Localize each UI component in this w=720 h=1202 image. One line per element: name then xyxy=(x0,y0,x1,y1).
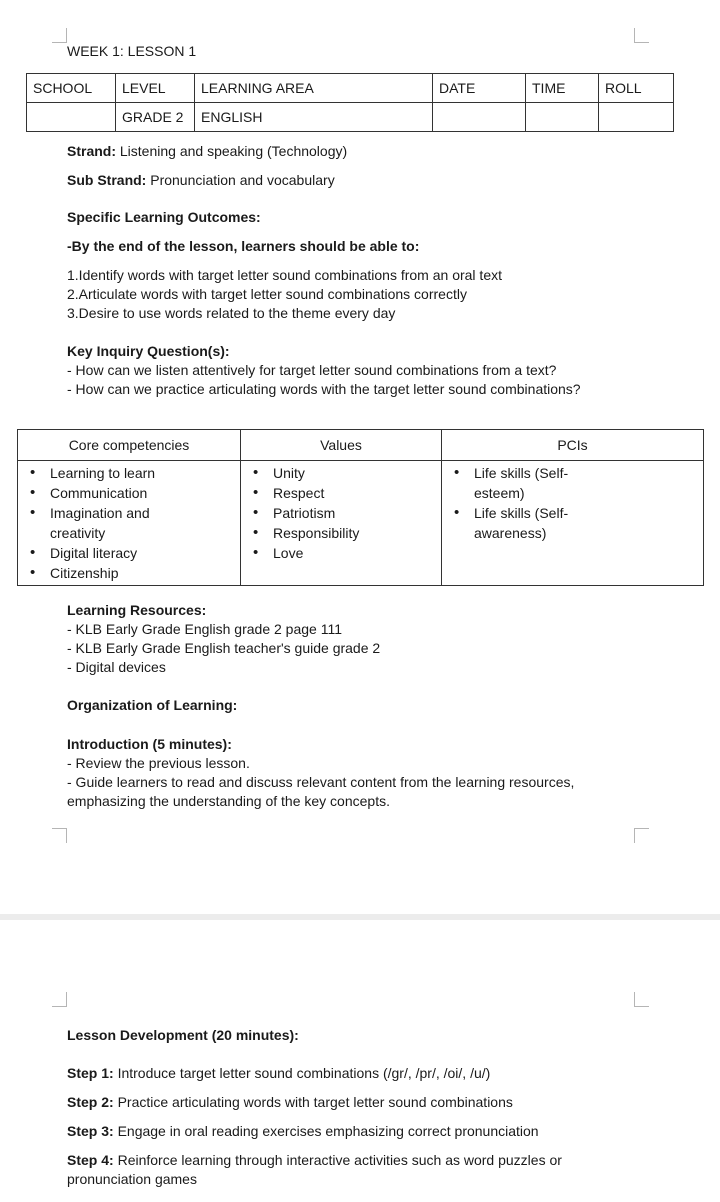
pcis-list xyxy=(448,463,697,543)
list-item: • Life skills (Self-esteem) xyxy=(474,463,584,503)
resources-heading: Learning Resources: xyxy=(67,602,207,618)
list-item: • Unity xyxy=(273,463,435,483)
list-item: • Responsibility xyxy=(273,523,435,543)
list-item: • Patriotism xyxy=(273,503,435,523)
list-item: • Citizenship xyxy=(50,563,234,583)
step-line xyxy=(67,1122,539,1141)
list-item: • Imagination and creativity xyxy=(50,503,170,543)
outcome-item: 3.Desire to use words related to the theme every day xyxy=(67,305,396,321)
value-learning-area: ENGLISH xyxy=(195,103,433,132)
competency-body-row xyxy=(18,461,704,586)
outcome-item: 1.Identify words with target letter sound combinations from an oral text xyxy=(67,267,502,283)
sub-strand-value: Pronunciation and vocabulary xyxy=(146,172,335,188)
sub-strand-line xyxy=(67,171,335,190)
step-line xyxy=(67,1064,490,1083)
inquiry-item: - How can we practice articulating words with the target letter sound combinations? xyxy=(67,381,581,397)
margin-corner-top-left xyxy=(52,992,67,1007)
header-pcis: PCIs xyxy=(442,430,704,461)
header-date: DATE xyxy=(433,74,526,103)
step-text: Practice articulating words with target letter sound combinations xyxy=(113,1094,513,1110)
value-school xyxy=(27,103,116,132)
step-text: Reinforce learning through interactive activities such as word puzzles or xyxy=(113,1152,562,1168)
header-roll: ROLL xyxy=(599,74,674,103)
lesson-info-table xyxy=(26,73,674,132)
step-line xyxy=(67,1151,562,1170)
step-label: Step 2: xyxy=(67,1094,114,1110)
introduction-item: - Guide learners to read and discuss relevant content from the learning resources, xyxy=(67,774,575,790)
step-label: Step 3: xyxy=(67,1123,114,1139)
strand-line xyxy=(67,142,347,161)
introduction-item: - Review the previous lesson. xyxy=(67,755,250,771)
list-item: • Respect xyxy=(273,483,435,503)
header-learning-area: LEARNING AREA xyxy=(195,74,433,103)
header-time: TIME xyxy=(526,74,599,103)
resource-item: - Digital devices xyxy=(67,659,166,675)
resource-item: - KLB Early Grade English grade 2 page 111 xyxy=(67,621,342,637)
outcome-item: 2.Articulate words with target letter sound combinations correctly xyxy=(67,286,467,302)
value-level: GRADE 2 xyxy=(116,103,195,132)
competency-header-row xyxy=(18,430,704,461)
value-date xyxy=(433,103,526,132)
header-values: Values xyxy=(241,430,442,461)
list-item: • Life skills (Self-awareness) xyxy=(474,503,584,543)
step-text: Introduce target letter sound combinations (/gr/, /pr/, /oi/, /u/) xyxy=(113,1065,491,1081)
step-line xyxy=(67,1170,197,1189)
inquiry-item: - How can we listen attentively for target letter sound combinations from a text? xyxy=(67,362,557,378)
introduction-heading: Introduction (5 minutes): xyxy=(67,736,232,752)
info-header-row xyxy=(27,74,674,103)
margin-corner-top-right xyxy=(634,992,649,1007)
core-competencies-list xyxy=(24,463,234,583)
values-list xyxy=(247,463,435,563)
development-heading: Lesson Development (20 minutes): xyxy=(67,1027,299,1043)
step-label: Step 4: xyxy=(67,1152,114,1168)
outcomes-intro: -By the end of the lesson, learners should be able to: xyxy=(67,238,420,254)
value-roll xyxy=(599,103,674,132)
resource-item: - KLB Early Grade English teacher's guide grade 2 xyxy=(67,640,381,656)
margin-corner-top-left xyxy=(52,28,67,43)
lesson-title: WEEK 1: LESSON 1 xyxy=(67,43,197,59)
step-line xyxy=(67,1093,513,1112)
value-time xyxy=(526,103,599,132)
list-item: • Love xyxy=(273,543,435,563)
core-competencies-cell xyxy=(18,461,241,586)
step-text: Engage in oral reading exercises emphasizing correct pronunciation xyxy=(113,1123,539,1139)
margin-corner-top-right xyxy=(634,28,649,43)
list-item: • Digital literacy xyxy=(50,543,234,563)
strand-label: Strand: xyxy=(67,143,116,159)
list-item: • Communication xyxy=(50,483,234,503)
competency-table xyxy=(17,429,704,586)
sub-strand-label: Sub Strand: xyxy=(67,172,147,188)
organization-heading: Organization of Learning: xyxy=(67,697,238,713)
header-school: SCHOOL xyxy=(27,74,116,103)
header-level: LEVEL xyxy=(116,74,195,103)
info-value-row xyxy=(27,103,674,132)
outcomes-heading: Specific Learning Outcomes: xyxy=(67,209,261,225)
header-core-competencies: Core competencies xyxy=(18,430,241,461)
introduction-item: emphasizing the understanding of the key concepts. xyxy=(67,793,390,809)
page-2 xyxy=(0,920,720,1202)
pcis-cell xyxy=(442,461,704,586)
step-label: Step 1: xyxy=(67,1065,114,1081)
values-cell xyxy=(241,461,442,586)
strand-value: Listening and speaking (Technology) xyxy=(116,143,348,159)
inquiry-heading: Key Inquiry Question(s): xyxy=(67,343,230,359)
step-text: pronunciation games xyxy=(67,1171,197,1187)
list-item: • Learning to learn xyxy=(50,463,234,483)
margin-corner-bottom-right xyxy=(634,828,649,843)
margin-corner-bottom-left xyxy=(52,828,67,843)
